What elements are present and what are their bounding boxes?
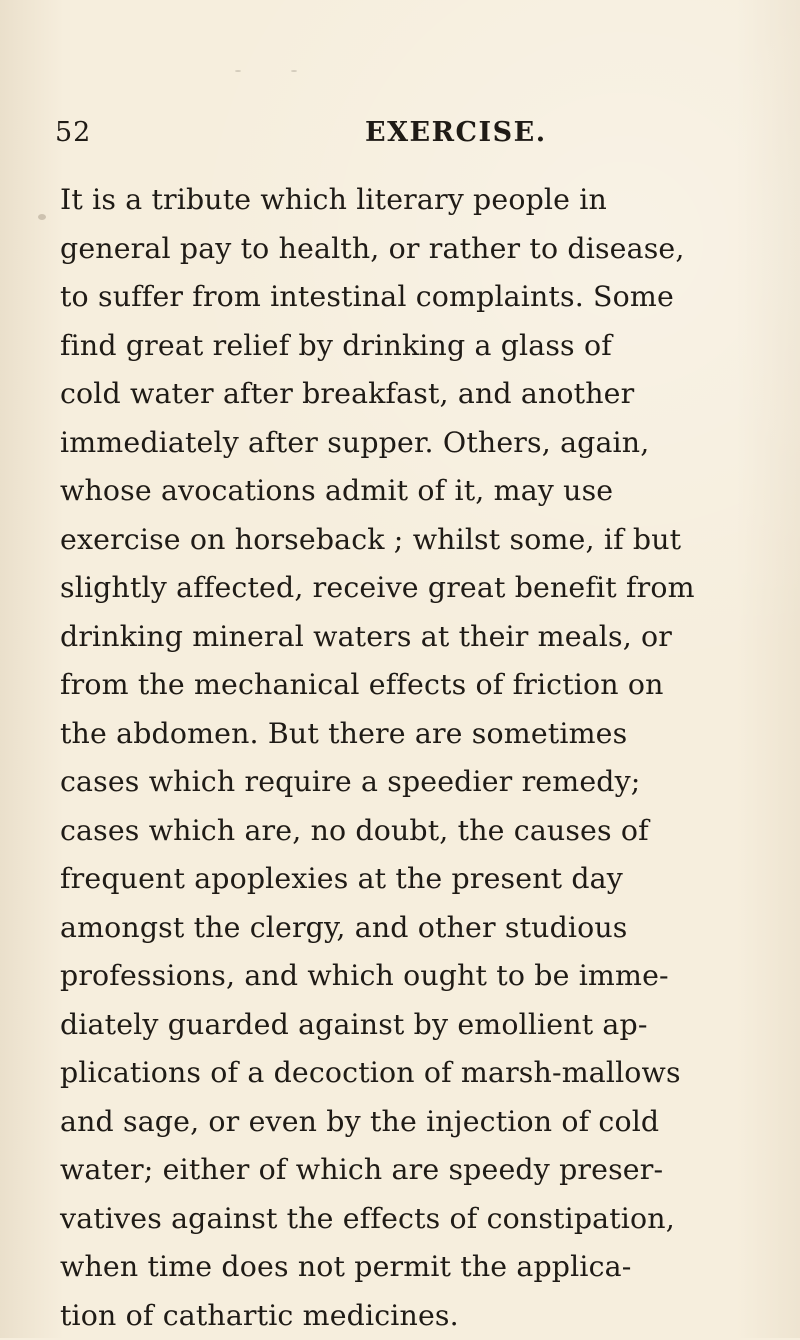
text-line: plications of a decoction of marsh-mallows <box>60 1049 745 1098</box>
text-line: slightly affected, receive great benefit from <box>60 564 745 613</box>
text-line: professions, and which ought to be imme- <box>60 952 745 1001</box>
text-line: general pay to health, or rather to disease, <box>60 225 745 274</box>
text-line: immediately after supper. Others, again, <box>60 419 745 468</box>
text-line: drinking mineral waters at their meals, or <box>60 613 745 662</box>
text-line: tion of cathartic medicines. <box>60 1292 745 1340</box>
text-line: exercise on horseback ; whilst some, if but <box>60 516 745 565</box>
text-line: cases which are, no doubt, the causes of <box>60 807 745 856</box>
paper-speck <box>291 70 297 72</box>
text-line: diately guarded against by emollient ap- <box>60 1001 745 1050</box>
text-line: when time does not permit the applica- <box>60 1243 745 1292</box>
text-line: to suffer from intestinal complaints. Some <box>60 273 745 322</box>
text-line: It is a tribute which literary people in <box>60 176 745 225</box>
page-number: 52 <box>55 117 91 148</box>
text-line: and sage, or even by the injection of cold <box>60 1098 745 1147</box>
page-header <box>55 117 745 157</box>
text-line: vatives against the effects of constipation, <box>60 1195 745 1244</box>
text-line: the abdomen. But there are sometimes <box>60 710 745 759</box>
text-line: whose avocations admit of it, may use <box>60 467 745 516</box>
paper-speck <box>235 70 241 72</box>
paper-stain <box>38 214 46 220</box>
text-line: amongst the clergy, and other studious <box>60 904 745 953</box>
page-body <box>60 176 745 1340</box>
text-line: find great relief by drinking a glass of <box>60 322 745 371</box>
text-line: water; either of which are speedy preser- <box>60 1146 745 1195</box>
text-line: from the mechanical effects of friction on <box>60 661 745 710</box>
text-line: frequent apoplexies at the present day <box>60 855 745 904</box>
text-line: cases which require a speedier remedy; <box>60 758 745 807</box>
running-head: EXERCISE. <box>365 117 547 148</box>
text-line: cold water after breakfast, and another <box>60 370 745 419</box>
